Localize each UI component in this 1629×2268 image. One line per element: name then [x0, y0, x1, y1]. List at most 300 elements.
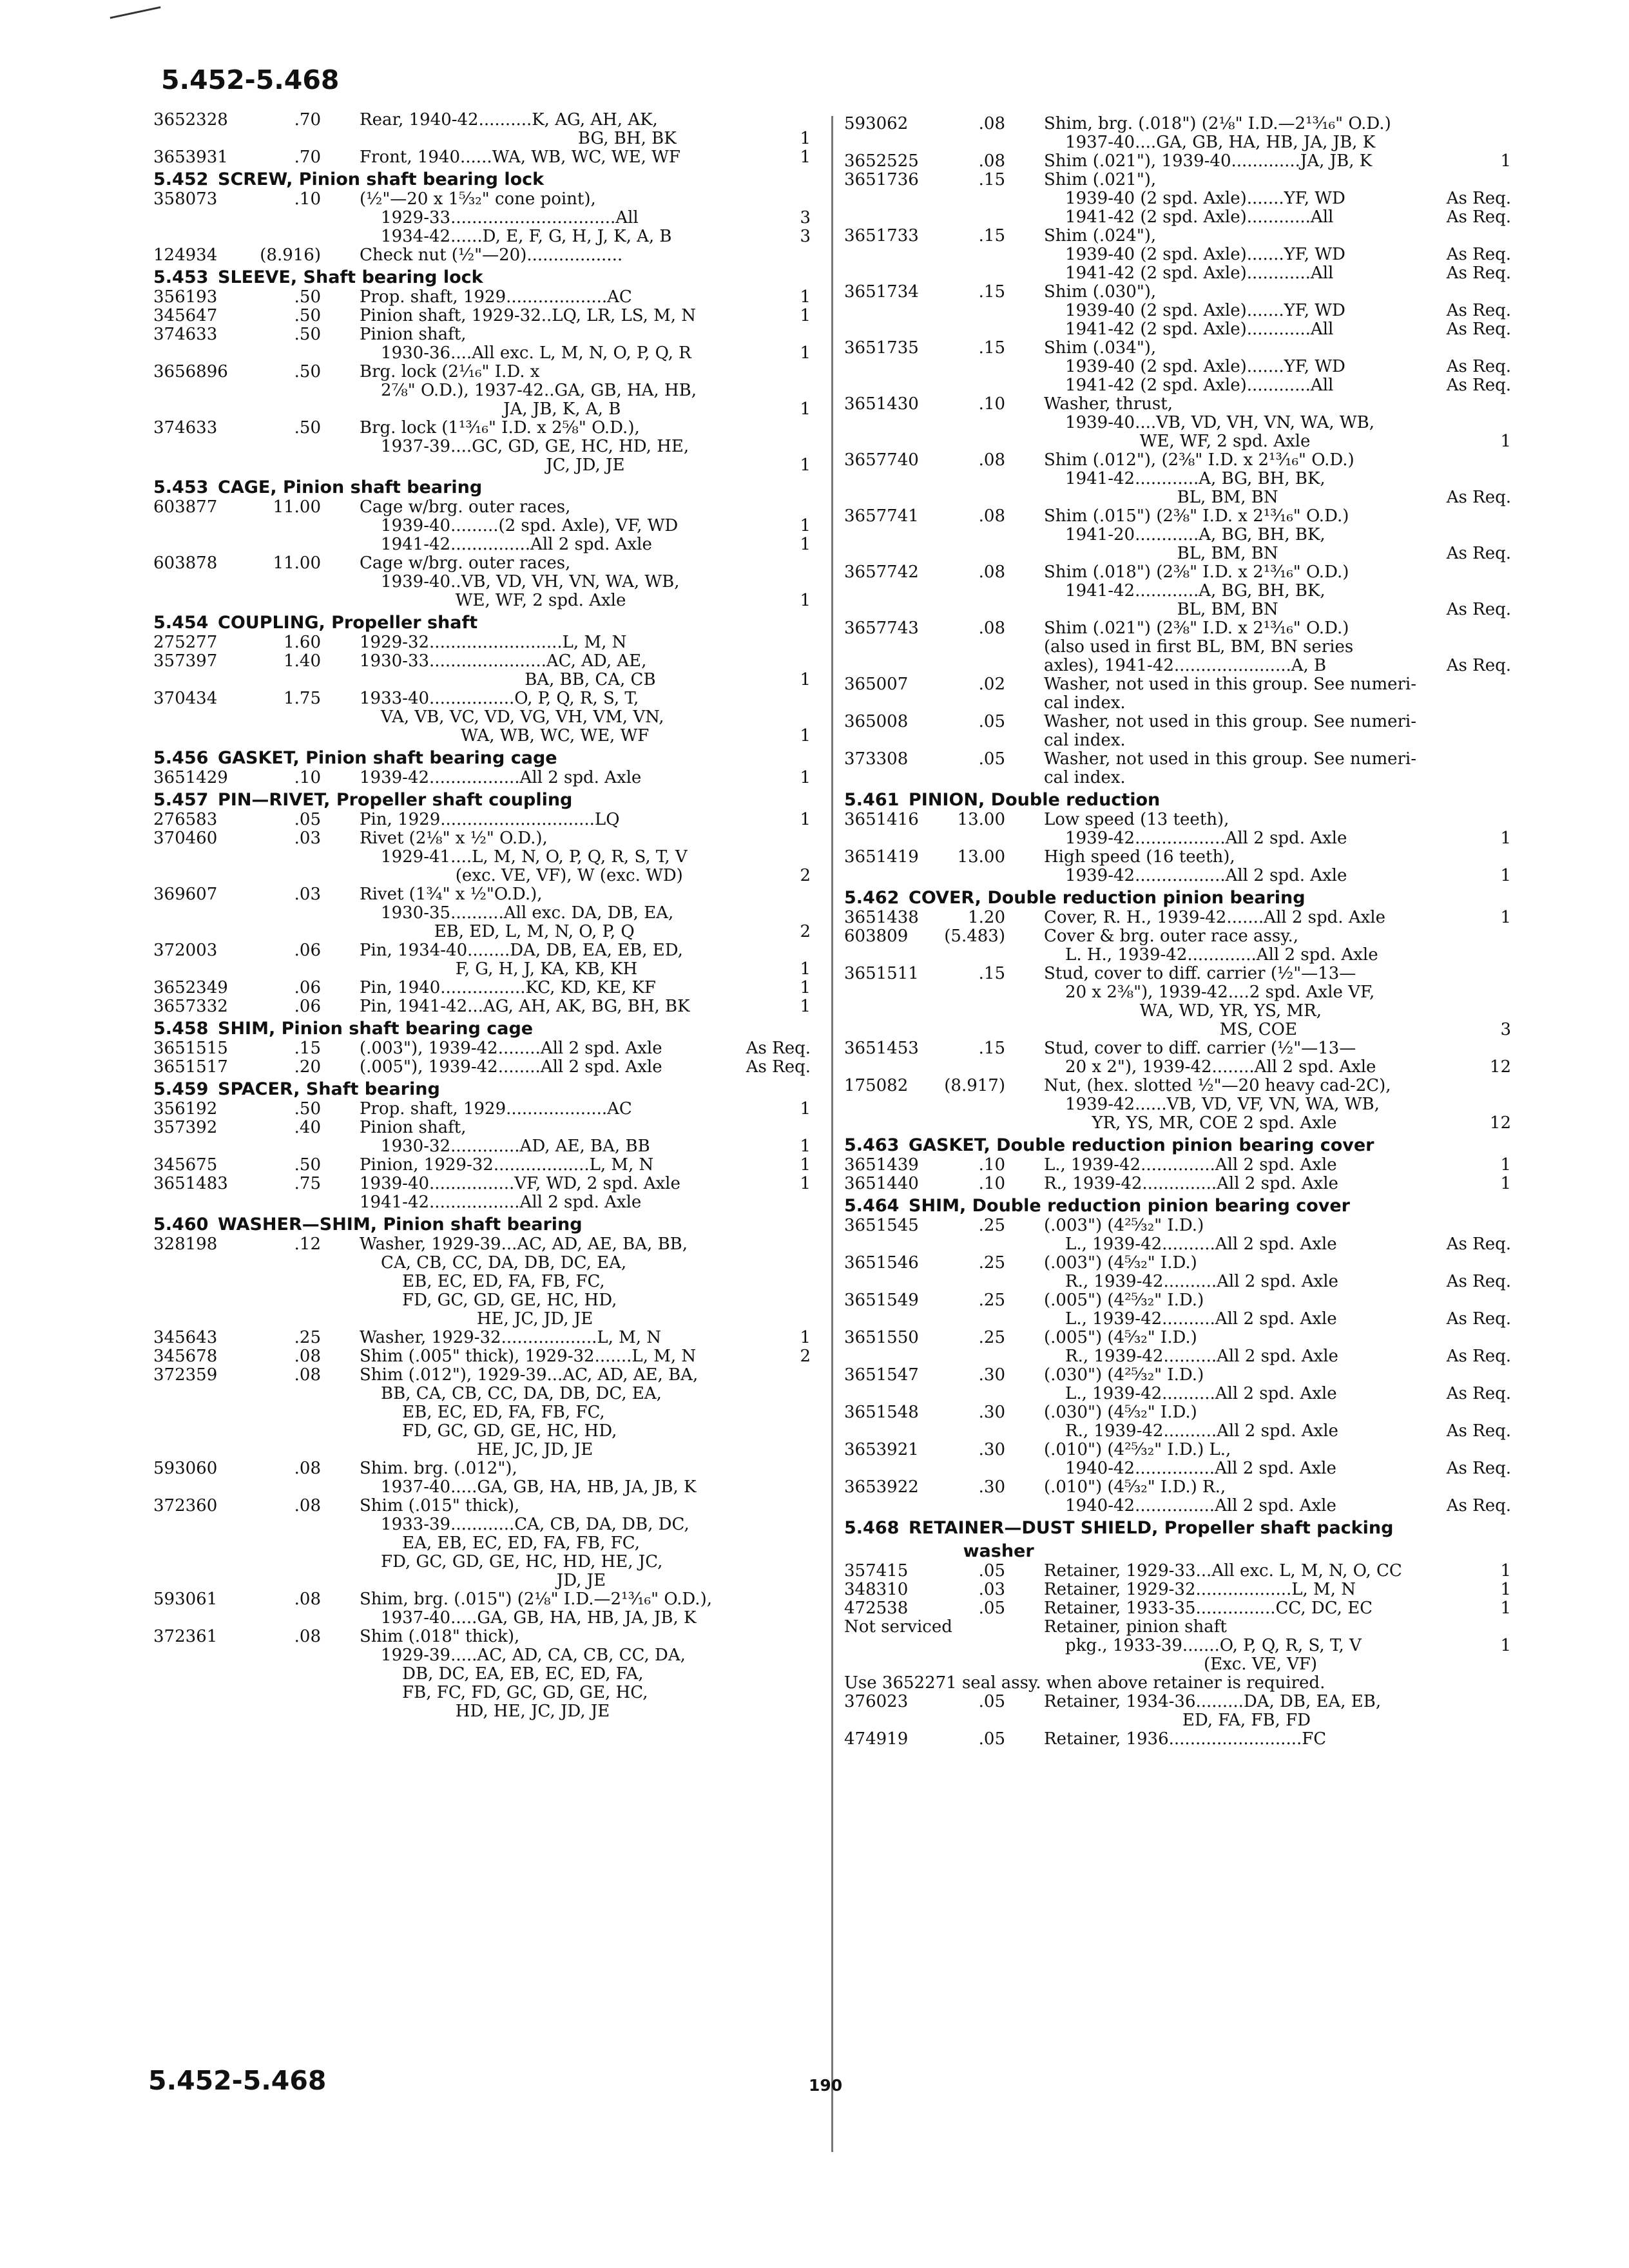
part-row	[153, 1478, 811, 1497]
part-description: Pin, 1929.............................LQ	[360, 810, 620, 829]
part-number: 3651545	[844, 1216, 919, 1235]
part-description: R., 1939-42..........All 2 spd. Axle	[1044, 1421, 1338, 1441]
part-price: .10	[978, 394, 1005, 414]
part-description: Pin, 1940................KC, KD, KE, KF	[360, 978, 656, 997]
section-heading	[153, 1079, 811, 1100]
part-number: 372360	[153, 1496, 218, 1515]
part-description: EB, ED, L, M, N, O, P, Q	[360, 922, 635, 941]
part-number: 3657741	[844, 506, 919, 526]
part-row	[153, 811, 811, 829]
part-quantity: 3	[800, 227, 811, 246]
part-description: Shim (.005" thick), 1929-32.......L, M, N	[360, 1347, 697, 1366]
part-row	[844, 1273, 1511, 1291]
part-row	[844, 358, 1511, 376]
part-number: 345643	[153, 1328, 218, 1347]
part-description: Washer, not used in this group. See numeri-	[1044, 675, 1417, 694]
part-quantity: As Req.	[1446, 1347, 1511, 1366]
section-title: SHIM, Pinion shaft bearing cage	[218, 1019, 534, 1039]
part-number: 3652525	[844, 151, 919, 171]
part-number: 3652328	[153, 110, 228, 130]
part-quantity: As Req.	[1446, 357, 1511, 376]
part-price: .08	[294, 1347, 321, 1366]
part-quantity: As Req.	[1446, 189, 1511, 208]
part-quantity: As Req.	[1446, 1272, 1511, 1291]
part-quantity: 1	[800, 399, 811, 419]
part-description: Shim, brg. (.018") (2⅛" I.D.—2¹³⁄₁₆" O.D.)	[1044, 114, 1391, 133]
section-title: SCREW, Pinion shaft bearing lock	[218, 169, 545, 189]
part-description: 1929-41....L, M, N, O, P, Q, R, S, T, V	[360, 847, 688, 867]
part-description: 1937-40.....GA, GB, HA, HB, JA, JB, K	[360, 1477, 697, 1497]
part-quantity: As Req.	[1446, 245, 1511, 264]
part-row	[844, 488, 1511, 507]
part-description: 1939-42.................All 2 spd. Axle	[360, 768, 642, 787]
part-description: Rivet (1¾" x ½"O.D.),	[360, 885, 543, 904]
part-description: 1930-33......................AC, AD, AE,	[360, 651, 647, 671]
part-row	[844, 1693, 1511, 1711]
part-row	[844, 1254, 1511, 1273]
part-description: pkg., 1933-39.......O, P, Q, R, S, T, V	[1044, 1636, 1362, 1655]
part-description: Pinion shaft,	[360, 1118, 467, 1137]
part-description: 20 x 2"), 1939-42........All 2 spd. Axle	[1044, 1057, 1376, 1077]
part-row	[153, 960, 811, 979]
part-row	[153, 1403, 811, 1422]
part-description: Washer, 1929-39...AC, AD, AE, BA, BB,	[360, 1235, 688, 1254]
part-price: .15	[978, 1039, 1005, 1058]
part-description: (.005"), 1939-42........All 2 spd. Axle	[360, 1057, 662, 1077]
part-quantity: As Req.	[1446, 544, 1511, 563]
part-description: FB, FC, FD, GC, GD, GE, HC,	[360, 1683, 648, 1702]
part-description: (Exc. VE, VF)	[1044, 1655, 1318, 1674]
part-row	[844, 965, 1511, 983]
part-price: 11.00	[273, 497, 321, 517]
part-number: 372359	[153, 1365, 218, 1385]
part-price: .40	[294, 1118, 321, 1137]
part-row	[153, 1175, 811, 1193]
part-description: 1940-42...............All 2 spd. Axle	[1044, 1459, 1336, 1478]
part-number: 3653922	[844, 1477, 919, 1497]
part-description: L., 1939-42..........All 2 spd. Axle	[1044, 1309, 1337, 1329]
part-row	[844, 1175, 1511, 1193]
part-description: Prop. shaft, 1929...................AC	[360, 1099, 632, 1119]
part-price: .02	[978, 675, 1005, 694]
part-price: 13.00	[957, 847, 1005, 867]
part-price: .08	[294, 1459, 321, 1478]
part-description: Cage w/brg. outer races,	[360, 497, 571, 517]
part-number: 372003	[153, 941, 218, 960]
section-number: 5.456	[153, 748, 209, 768]
part-number: 593061	[153, 1590, 218, 1609]
part-description: 1939-40 (2 spd. Axle).......YF, WD	[1044, 301, 1345, 320]
part-row	[844, 171, 1511, 189]
part-row	[153, 867, 811, 885]
part-description: Rivet (2⅛" x ½" O.D.),	[360, 829, 548, 848]
part-quantity: As Req.	[1446, 207, 1511, 227]
part-row	[844, 811, 1511, 829]
part-description: BL, BM, BN	[1044, 488, 1278, 507]
section-heading	[844, 1135, 1511, 1156]
part-row	[844, 1459, 1511, 1478]
part-row	[153, 1459, 811, 1478]
part-quantity: 1	[800, 997, 811, 1016]
part-description: 1940-42...............All 2 spd. Axle	[1044, 1496, 1336, 1515]
part-number: 328198	[153, 1235, 218, 1254]
part-quantity: 1	[800, 810, 811, 829]
part-price: .05	[978, 1561, 1005, 1581]
part-row	[153, 498, 811, 517]
page-header-range: 5.452-5.468	[161, 64, 340, 95]
right-column	[844, 115, 1511, 1749]
part-description: Shim (.021"),	[1044, 170, 1157, 189]
part-quantity: 1	[1500, 908, 1511, 927]
part-description: High speed (16 teeth),	[1044, 847, 1235, 867]
part-row	[844, 1310, 1511, 1329]
part-row	[844, 1366, 1511, 1385]
part-quantity: 1	[800, 535, 811, 554]
part-number: 365007	[844, 675, 909, 694]
part-row	[153, 652, 811, 671]
part-price: .06	[294, 978, 321, 997]
section-title: COVER, Double reduction pinion bearing	[909, 888, 1306, 908]
part-quantity: As Req.	[1446, 656, 1511, 675]
part-row	[153, 130, 811, 148]
part-description: BB, CA, CB, CC, DA, DB, DC, EA,	[360, 1384, 662, 1403]
part-description: 1937-39....GC, GD, GE, HC, HD, HE,	[360, 437, 689, 456]
part-description: 1941-42...............All 2 spd. Axle	[360, 535, 652, 554]
part-row	[153, 1385, 811, 1403]
part-description: Pin, 1941-42...AG, AH, AK, BG, BH, BK	[360, 997, 690, 1016]
part-price: .75	[294, 1174, 321, 1193]
section-heading	[153, 613, 811, 633]
part-quantity: 1	[800, 287, 811, 307]
part-number: 372361	[153, 1627, 218, 1646]
part-description: Washer, not used in this group. See numeri-	[1044, 712, 1417, 731]
part-number: 3656896	[153, 362, 228, 381]
part-number: 3657740	[844, 450, 919, 470]
part-description: Shim (.012"), (2⅜" I.D. x 2¹³⁄₁₆" O.D.)	[1044, 450, 1354, 470]
section-title: GASKET, Pinion shaft bearing cage	[218, 748, 557, 768]
part-price: .70	[294, 148, 321, 167]
part-row	[844, 694, 1511, 713]
part-number: 374633	[153, 325, 218, 344]
part-description: 1933-40................O, P, Q, R, S, T,	[360, 689, 639, 708]
part-number: 276583	[153, 810, 218, 829]
part-row	[844, 1478, 1511, 1497]
part-quantity: 2	[800, 866, 811, 885]
part-row	[844, 1581, 1511, 1599]
part-quantity: 1	[800, 343, 811, 363]
part-description: WE, WF, 2 spd. Axle	[360, 591, 626, 610]
part-price: .50	[294, 418, 321, 437]
part-row	[844, 983, 1511, 1002]
part-description: Shim (.024"),	[1044, 226, 1157, 245]
part-quantity: 1	[800, 456, 811, 475]
part-row	[844, 1497, 1511, 1515]
part-row	[153, 535, 811, 554]
part-quantity: As Req.	[1446, 1421, 1511, 1441]
part-description: Front, 1940......WA, WB, WC, WE, WF	[360, 148, 680, 167]
part-description: 1937-40.....GA, GB, HA, HB, JA, JB, K	[360, 1608, 697, 1628]
part-price: .10	[294, 768, 321, 787]
part-row	[844, 829, 1511, 848]
part-price: 11.00	[273, 553, 321, 573]
part-number: 3651515	[153, 1039, 228, 1058]
part-quantity: As Req.	[746, 1039, 811, 1058]
part-description: 1939-40.........(2 spd. Axle), VF, WD	[360, 516, 679, 535]
part-quantity: 1	[800, 1099, 811, 1119]
part-price: .30	[978, 1403, 1005, 1422]
part-description: 1939-40 (2 spd. Axle).......YF, WD	[1044, 245, 1345, 264]
part-row	[153, 1100, 811, 1119]
part-description: (.003") (4²⁵⁄₃₂" I.D.)	[1044, 1216, 1204, 1235]
part-row	[153, 209, 811, 227]
part-row	[844, 339, 1511, 358]
part-price: .08	[978, 114, 1005, 133]
part-row	[844, 320, 1511, 339]
part-row	[153, 1702, 811, 1721]
part-row	[844, 1235, 1511, 1254]
part-description: 1929-32.........................L, M, N	[360, 633, 627, 652]
part-row	[844, 769, 1511, 787]
page-number: 190	[809, 2076, 843, 2095]
part-row	[153, 727, 811, 745]
part-number: 3651483	[153, 1174, 228, 1193]
part-description: 1939-40..VB, VD, VH, VN, WA, WB,	[360, 572, 680, 591]
part-row	[844, 867, 1511, 885]
part-price: .15	[978, 226, 1005, 245]
part-description: Shim, brg. (.015") (2⅛" I.D.—2¹³⁄₁₆" O.D.),	[360, 1590, 712, 1609]
part-description: 1939-40................VF, WD, 2 spd. Axle	[360, 1174, 680, 1193]
part-quantity: 1	[1500, 829, 1511, 848]
part-row	[844, 544, 1511, 563]
part-number: 356192	[153, 1099, 218, 1119]
part-row	[153, 1193, 811, 1212]
part-description: HD, HE, JC, JD, JE	[360, 1702, 610, 1721]
section-heading	[153, 1019, 811, 1039]
part-description: L., 1939-42..........All 2 spd. Axle	[1044, 1235, 1337, 1254]
part-description: (.005") (4²⁵⁄₃₂" I.D.)	[1044, 1291, 1204, 1310]
part-row	[153, 1156, 811, 1175]
part-quantity: As Req.	[1446, 1459, 1511, 1478]
section-number: 5.458	[153, 1019, 209, 1039]
part-price: .12	[294, 1235, 321, 1254]
part-number: 3651550	[844, 1328, 919, 1347]
part-quantity: 1	[1500, 432, 1511, 451]
part-quantity: 3	[1500, 1020, 1511, 1039]
part-description: Retainer, pinion shaft	[1044, 1617, 1227, 1637]
part-description: (.030") (4⁵⁄₃₂" I.D.)	[1044, 1403, 1197, 1422]
part-description: BL, BM, BN	[1044, 600, 1278, 619]
part-row	[153, 1609, 811, 1628]
part-number: 365008	[844, 712, 909, 731]
part-price: .05	[978, 749, 1005, 769]
part-number: 374633	[153, 418, 218, 437]
part-price: .15	[978, 170, 1005, 189]
part-row	[153, 400, 811, 419]
part-row	[153, 344, 811, 363]
section-title: GASKET, Double reduction pinion bearing cover	[909, 1135, 1374, 1155]
part-row	[844, 750, 1511, 769]
section-title: SLEEVE, Shaft bearing lock	[218, 267, 483, 287]
part-row	[153, 573, 811, 591]
part-number: 603809	[844, 927, 909, 946]
part-row	[844, 927, 1511, 946]
part-quantity: 1	[1500, 1599, 1511, 1618]
part-description: EB, EC, ED, FA, FB, FC,	[360, 1403, 605, 1422]
section-number: 5.457	[153, 790, 209, 810]
column-divider	[831, 116, 833, 2152]
part-number: 3651546	[844, 1253, 919, 1273]
part-row	[153, 246, 811, 265]
part-row	[844, 1637, 1511, 1655]
section-title: RETAINER—DUST SHIELD, Propeller shaft packing	[909, 1518, 1394, 1538]
section-heading	[844, 790, 1511, 811]
part-number: 3651734	[844, 282, 919, 302]
section-number: 5.463	[844, 1135, 900, 1155]
part-description: (.005") (4⁵⁄₃₂" I.D.)	[1044, 1328, 1197, 1347]
part-row	[153, 1497, 811, 1515]
section-title: COUPLING, Propeller shaft	[218, 613, 478, 633]
part-price: .05	[978, 712, 1005, 731]
part-number: 357392	[153, 1118, 218, 1137]
part-description: Retainer, 1929-33...All exc. L, M, N, O, CC	[1044, 1561, 1402, 1581]
part-description: 1941-42............A, BG, BH, BK,	[1044, 469, 1325, 488]
part-description: 1939-40 (2 spd. Axle).......YF, WD	[1044, 189, 1345, 208]
part-number: 3651735	[844, 338, 919, 358]
part-row	[844, 245, 1511, 264]
part-price: 13.00	[957, 810, 1005, 829]
part-row	[844, 133, 1511, 152]
part-description: Shim (.018") (2⅜" I.D. x 2¹³⁄₁₆" O.D.)	[1044, 562, 1349, 582]
part-description: Pin, 1934-40........DA, DB, EA, EB, ED,	[360, 941, 683, 960]
section-number: 5.459	[153, 1079, 209, 1099]
part-row	[153, 885, 811, 904]
part-row	[844, 507, 1511, 526]
part-description: Shim. brg. (.012"),	[360, 1459, 517, 1478]
part-number: 373308	[844, 749, 909, 769]
part-row	[844, 1058, 1511, 1077]
part-quantity: As Req.	[1446, 320, 1511, 339]
part-description: Shim (.021"), 1939-40.............JA, JB, K	[1044, 151, 1373, 171]
section-number: 5.461	[844, 790, 900, 810]
part-quantity: 1	[800, 148, 811, 167]
part-price: (8.917)	[944, 1076, 1005, 1095]
part-row	[153, 1646, 811, 1665]
part-row	[844, 1599, 1511, 1618]
section-heading	[153, 1215, 811, 1235]
part-price: .08	[294, 1365, 321, 1385]
part-price: .20	[294, 1057, 321, 1077]
part-row	[844, 1114, 1511, 1133]
part-number: 358073	[153, 189, 218, 209]
part-row	[844, 1422, 1511, 1441]
part-description: 1937-40....GA, GB, HA, HB, JA, JB, K	[1044, 133, 1376, 152]
part-price: .50	[294, 362, 321, 381]
part-row	[153, 708, 811, 727]
part-description: ED, FA, FB, FD	[1044, 1711, 1311, 1730]
part-quantity: 1	[1500, 1636, 1511, 1655]
part-description: HE, JC, JD, JE	[360, 1309, 593, 1329]
part-quantity: As Req.	[746, 1057, 811, 1077]
part-quantity: 1	[800, 129, 811, 148]
section-title: PIN—RIVET, Propeller shaft coupling	[218, 790, 573, 810]
part-row	[153, 689, 811, 708]
part-price: .05	[978, 1692, 1005, 1711]
part-description: 1939-42.................All 2 spd. Axle	[1044, 866, 1347, 885]
part-price: .50	[294, 306, 321, 325]
part-description: Low speed (13 teeth),	[1044, 810, 1229, 829]
part-row	[844, 526, 1511, 544]
part-number: 3651438	[844, 908, 919, 927]
part-row	[844, 638, 1511, 657]
part-number: 3651547	[844, 1365, 919, 1385]
part-description: DB, DC, EA, EB, EC, ED, FA,	[360, 1664, 644, 1684]
part-description: 1941-42 (2 spd. Axle)............All	[1044, 264, 1334, 283]
part-description: Shim (.021") (2⅜" I.D. x 2¹³⁄₁₆" O.D.)	[1044, 619, 1349, 638]
part-row	[153, 1422, 811, 1441]
part-number: Not serviced	[844, 1617, 952, 1637]
part-description: 1930-32.............AD, AE, BA, BB	[360, 1137, 650, 1156]
part-number: 3657742	[844, 562, 919, 582]
part-row	[844, 563, 1511, 582]
part-price: .03	[294, 885, 321, 904]
part-row	[844, 470, 1511, 488]
part-description: Retainer, 1929-32..................L, M, N	[1044, 1580, 1356, 1599]
part-description: Nut, (hex. slotted ½"—20 heavy cad-2C),	[1044, 1076, 1391, 1095]
part-description: R., 1939-42..........All 2 spd. Axle	[1044, 1347, 1338, 1366]
part-row	[844, 414, 1511, 432]
part-quantity: As Req.	[1446, 488, 1511, 507]
section-title: SHIM, Double reduction pinion bearing cover	[909, 1196, 1350, 1216]
section-heading	[153, 477, 811, 498]
part-row	[153, 1291, 811, 1310]
part-description: Shim (.015") (2⅜" I.D. x 2¹³⁄₁₆" O.D.)	[1044, 506, 1349, 526]
part-description: EA, EB, EC, ED, FA, FB, FC,	[360, 1533, 640, 1553]
note-line: Use 3652271 seal assy. when above retainer is required.	[844, 1673, 1325, 1693]
part-description: Shim (.034"),	[1044, 338, 1157, 358]
part-row	[153, 227, 811, 246]
part-quantity: 1	[800, 768, 811, 787]
part-description: 1941-42 (2 spd. Axle)............All	[1044, 207, 1334, 227]
part-row	[844, 908, 1511, 927]
part-row	[153, 1628, 811, 1646]
part-price: .15	[978, 964, 1005, 983]
part-row	[844, 1441, 1511, 1459]
part-price: .08	[978, 450, 1005, 470]
part-row	[153, 1515, 811, 1534]
part-price: .25	[294, 1328, 321, 1347]
part-price: .30	[978, 1477, 1005, 1497]
part-price: .08	[978, 619, 1005, 638]
section-number: 5.468	[844, 1518, 900, 1538]
part-description: Cover & brg. outer race assy.,	[1044, 927, 1298, 946]
part-row	[153, 1441, 811, 1459]
part-row	[153, 1329, 811, 1347]
part-row	[153, 325, 811, 344]
section-number: 5.453	[153, 477, 209, 497]
part-number: 124934	[153, 245, 218, 265]
part-price: .03	[294, 829, 321, 848]
part-row	[844, 731, 1511, 750]
part-description: L., 1939-42..........All 2 spd. Axle	[1044, 1384, 1337, 1403]
part-price: .05	[294, 810, 321, 829]
part-description: BG, BH, BK	[360, 129, 677, 148]
part-row	[844, 713, 1511, 731]
scan-mark	[110, 6, 161, 19]
part-row	[153, 1571, 811, 1590]
part-price: .08	[294, 1496, 321, 1515]
part-description: F, G, H, J, KA, KB, KH	[360, 959, 638, 979]
part-price: .05	[978, 1729, 1005, 1749]
